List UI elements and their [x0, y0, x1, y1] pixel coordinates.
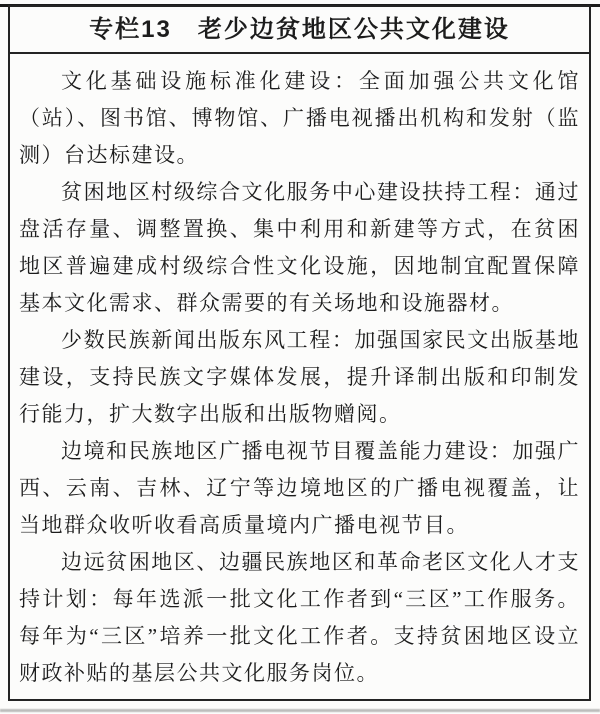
paragraph-minority-publishing: 少数民族新闻出版东风工程：加强国家民文出版基地建设，支持民族文字媒体发展，提升译制出版和印制发行能力，扩大数字出版和出版物赠阅。 — [19, 328, 580, 426]
paragraph-border-broadcast-coverage: 边境和民族地区广播电视节目覆盖能力建设：加强广西、云南、吉林、辽宁等边境地区的广播电视覆盖，让当地群众收听收看高质量境内广播电视节目。 — [19, 439, 580, 537]
paragraph-village-service-centers: 贫困地区村级综合文化服务中心建设扶持工程：通过盘活存量、调整置换、集中利用和新建等方式，在贫困地区普遍建成村级综合性文化设施，因地制宜配置保障基本文化需求、群众需要的有关场地和设施器材。 — [19, 180, 580, 315]
scan-bottom-edge-line — [0, 709, 600, 712]
paragraph-cultural-talent-support: 边远贫困地区、边疆民族地区和革命老区文化人才支持计划：每年选派一批文化工作者到“三区”工作服务。每年为“三区”培养一批文化工作者。支持贫困地区设立财政补贴的基层公共文化服务岗位。 — [19, 550, 580, 685]
paragraph-cultural-infrastructure: 文化基础设施标准化建设：全面加强公共文化馆（站）、图书馆、博物馆、广播电视播出机构和发射（监测）台达标建设。 — [19, 69, 580, 167]
column-13-box — [8, 5, 591, 701]
panel-title: 专栏13 老少边贫地区公共文化建设 — [10, 7, 589, 54]
panel-body — [10, 54, 589, 692]
